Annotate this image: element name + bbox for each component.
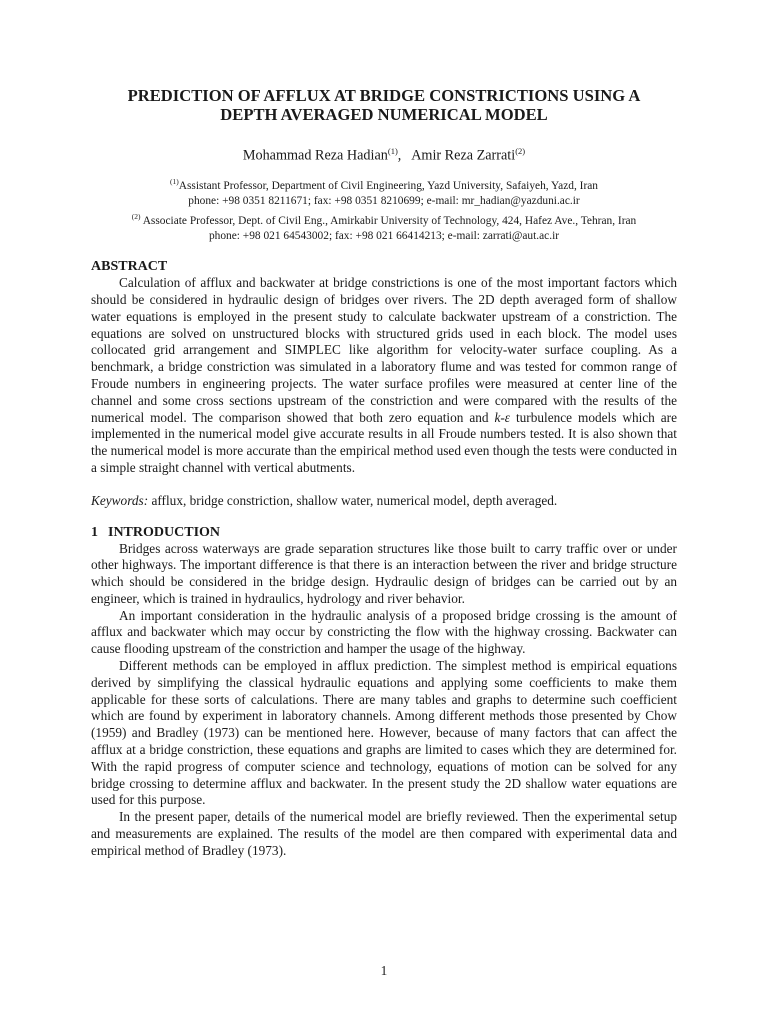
intro-paragraph-2: An important consideration in the hydraulic analysis of a proposed bridge crossing is the amount of afflux and backwater which may occur by constricting the flow with the highway crossing. Backwater can cause flooding upstream of the constriction and hamper the usage of the highway. [91, 607, 677, 657]
keywords-colon: : [143, 492, 149, 508]
affiliation-1 [91, 174, 677, 209]
section-number: 1 [91, 524, 98, 540]
keywords-list: afflux, bridge constriction, shallow water, numerical model, depth averaged. [151, 492, 558, 508]
keywords-label: Keywords [91, 492, 144, 508]
author-separator: , [397, 147, 402, 164]
author-name-2: Amir Reza Zarrati [411, 147, 516, 164]
author-list [91, 142, 677, 165]
abstract-text-continued: turbulence models which are implemented in the numerical model give accurate results in all Froude numbers tested. It is also shown that the numerical model is more accurate than the empirical method used even though the tests were conducted in a simple straight channel with vertical abutments. [91, 409, 677, 475]
title-line-2: DEPTH AVERAGED NUMERICAL MODEL [220, 105, 548, 124]
k-epsilon-term: k-ε [494, 409, 511, 425]
intro-paragraph-3: Different methods can be employed in afflux prediction. The simplest method is empirical equations derived by simplifying the classical hydraulic equations and applying some coefficients to make them applicable for these sorts of calculations. There are many tables and graphs to determine such coefficient which are found by experiment in laboratory channels. Among different methods those presented by Chow (1959) and Bradley (1973) can be mentioned here. However, because of many factors that can affect the afflux at a bridge constriction, these equations and graphs are limited to cases which they are determined for. With the rapid progress of computer science and technology, equations of motion can be solved for any bridge crossing to determine afflux and backwater. In the present study the 2D shallow water equations are used for this purpose. [91, 658, 677, 808]
introduction-heading [91, 524, 677, 541]
affiliations [91, 174, 677, 244]
keywords [91, 493, 677, 510]
abstract-paragraph [91, 275, 677, 477]
affiliation-1-mark: (1) [170, 176, 179, 186]
paper-page [91, 86, 677, 860]
affiliation-2-address: Associate Professor, Dept. of Civil Eng., Amirkabir University of Technology, 424, Hafez Ave., Tehran, Iran [140, 214, 637, 227]
affiliation-2 [91, 209, 677, 244]
intro-paragraph-1: Bridges across waterways are grade separation structures like those built to carry traffic over or under other highways. The important difference is that there is an interaction between the river and bridge structure which should be considered in the bridge design. Hydraulic design of bridges can be carried out by an engineer, which is trained in hydraulics, hydrology and river behavior. [91, 540, 677, 606]
abstract-heading: ABSTRACT [91, 259, 168, 275]
affiliation-2-mark: (2) [131, 211, 141, 221]
intro-paragraph-4: In the present paper, details of the numerical model are briefly reviewed. Then the experimental setup and measurements are explained. The results of the model are then compared with experimental data and empirical method of Bradley (1973). [91, 809, 677, 858]
author-name-1: Mohammad Reza Hadian [242, 147, 388, 164]
affiliation-2-contact: phone: +98 021 64543002; fax: +98 021 66414213; e-mail: zarrati@aut.ac.ir [208, 229, 560, 242]
title-line-1: PREDICTION OF AFFLUX AT BRIDGE CONSTRICTIONS USING A [127, 86, 641, 105]
affiliation-1-address: Assistant Professor, Department of Civil Engineering, Yazd University, Safaiyeh, Yazd, Iran [178, 179, 598, 192]
page-number: 1 [380, 963, 388, 978]
affiliation-1-contact: phone: +98 0351 8211671; fax: +98 0351 8210699; e-mail: mr_hadian@yazduni.ac.ir [188, 194, 580, 207]
abstract-text: Calculation of afflux and backwater at bridge constrictions is one of the most important factors which should be considered in hydraulic design of bridges over rivers. The 2D depth averaged form of shallow water equations is employed in the present study to calculate backwater upstream of a constriction. The equations are solved on unstructured blocks with structured grids used in each block. The model uses collocated grid arrangement and SIMPLEC like algorithm for velocity-water surface coupling. As a benchmark, a bridge constriction was simulated in a laboratory flume and was tested for common range of Froude numbers in engineering projects. The water surface profiles were measured at center line of the channel and some cross sections upstream of the constriction and were compared with the results of the numerical model. The comparison showed that both zero equation and [91, 275, 677, 425]
section-title: INTRODUCTION [108, 524, 221, 540]
paper-title [91, 86, 677, 124]
author-1-affiliation-mark: (1) [387, 146, 398, 156]
author-2-affiliation-mark: (2) [515, 146, 526, 156]
